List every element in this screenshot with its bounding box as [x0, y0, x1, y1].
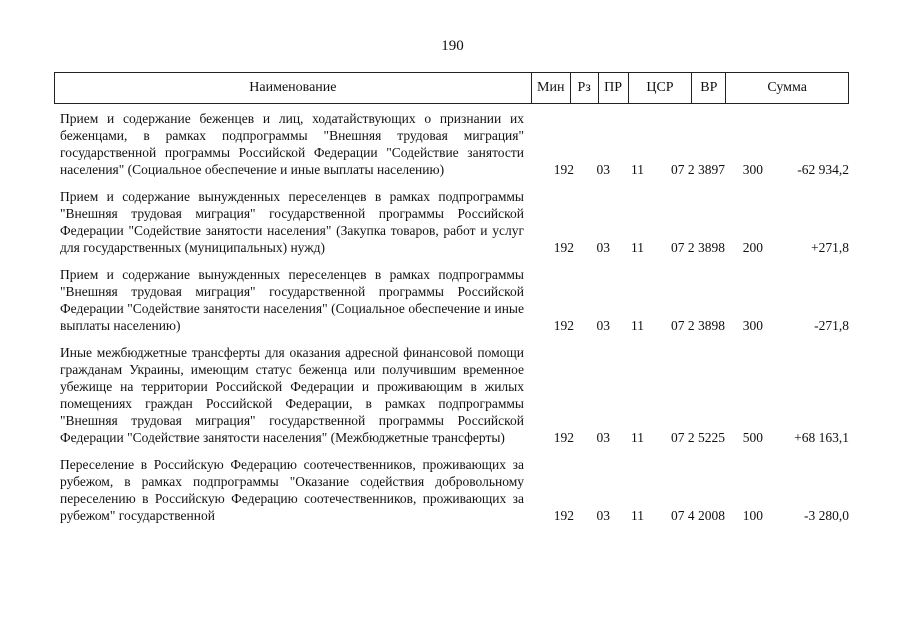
row-description: Иные межбюджетные трансферты для оказания адресной финансовой помощи гражданам Украины, имеющим статус беженца или получившим временное убежище на территории Российской Федерации и проживающим в жилых помещениях граждан Российской Федерации, в рамках подпрограммы "Внешняя трудовая миграция" государственной программы Российской Федерации "Содействие занятости населения" (Межбюджетные трансферты) — [60, 345, 524, 445]
row-rz: 03 — [596, 508, 610, 523]
row-csr: 07 2 5225 — [671, 430, 725, 445]
header-vr: ВР — [691, 73, 725, 103]
table-row — [60, 188, 850, 256]
row-sum: +271,8 — [811, 240, 849, 255]
row-min: 192 — [553, 318, 574, 333]
header-csr: ЦСР — [628, 73, 692, 103]
row-min: 192 — [553, 162, 574, 177]
table-row — [60, 110, 850, 178]
row-vr: 200 — [742, 240, 763, 255]
row-description: Прием и содержание вынужденных переселенцев в рамках подпрограммы "Внешняя трудовая миграция" государственной программы Российской Федерации "Содействие занятости населения" (Социальное обеспечение и иные выплаты населению) — [60, 267, 524, 333]
row-description: Прием и содержание вынужденных переселенцев в рамках подпрограммы "Внешняя трудовая миграция" государственной программы Российской Федерации "Содействие занятости населения" (Закупка товаров, работ и услуг для государственных (муниципальных) нужд) — [60, 189, 524, 255]
page-number: 190 — [441, 38, 464, 54]
row-min: 192 — [553, 508, 574, 523]
row-sum: +68 163,1 — [794, 430, 849, 445]
table-header — [54, 72, 849, 104]
table-row — [60, 344, 850, 446]
row-vr: 300 — [742, 162, 763, 177]
header-name: Наименование — [249, 80, 337, 95]
row-pr: 11 — [631, 240, 644, 255]
row-csr: 07 2 3898 — [671, 240, 725, 255]
row-vr: 500 — [742, 430, 763, 445]
row-min: 192 — [553, 430, 574, 445]
row-rz: 03 — [596, 430, 610, 445]
row-rz: 03 — [596, 240, 610, 255]
row-sum: -62 934,2 — [797, 162, 849, 177]
row-csr: 07 2 3898 — [671, 318, 725, 333]
table-body — [60, 110, 850, 534]
row-pr: 11 — [631, 162, 644, 177]
header-min: Мин — [531, 73, 570, 103]
header-rz: Рз — [570, 73, 598, 103]
table-row — [60, 266, 850, 334]
row-pr: 11 — [631, 430, 644, 445]
row-rz: 03 — [596, 162, 610, 177]
header-pr: ПР — [598, 73, 628, 103]
row-sum: -271,8 — [814, 318, 849, 333]
row-vr: 100 — [742, 508, 763, 523]
row-pr: 11 — [631, 318, 644, 333]
row-vr: 300 — [742, 318, 763, 333]
row-pr: 11 — [631, 508, 644, 523]
table-row — [60, 456, 850, 524]
row-description: Переселение в Российскую Федерацию соотечественников, проживающих за рубежом, в рамках подпрограммы "Оказание содействия добровольному переселению в Российскую Федерацию соотечественников, проживающих за рубежом" государственной — [60, 457, 524, 523]
row-csr: 07 2 3897 — [671, 162, 725, 177]
row-csr: 07 4 2008 — [671, 508, 725, 523]
row-sum: -3 280,0 — [804, 508, 849, 523]
header-sum: Сумма — [725, 73, 848, 103]
row-rz: 03 — [596, 318, 610, 333]
row-min: 192 — [553, 240, 574, 255]
row-description: Прием и содержание беженцев и лиц, ходатайствующих о признании их беженцами, в рамках подпрограммы "Внешняя трудовая миграция" государственной программы Российской Федерации "Содействие занятости населения" (Социальное обеспечение и иные выплаты населению) — [60, 111, 524, 177]
